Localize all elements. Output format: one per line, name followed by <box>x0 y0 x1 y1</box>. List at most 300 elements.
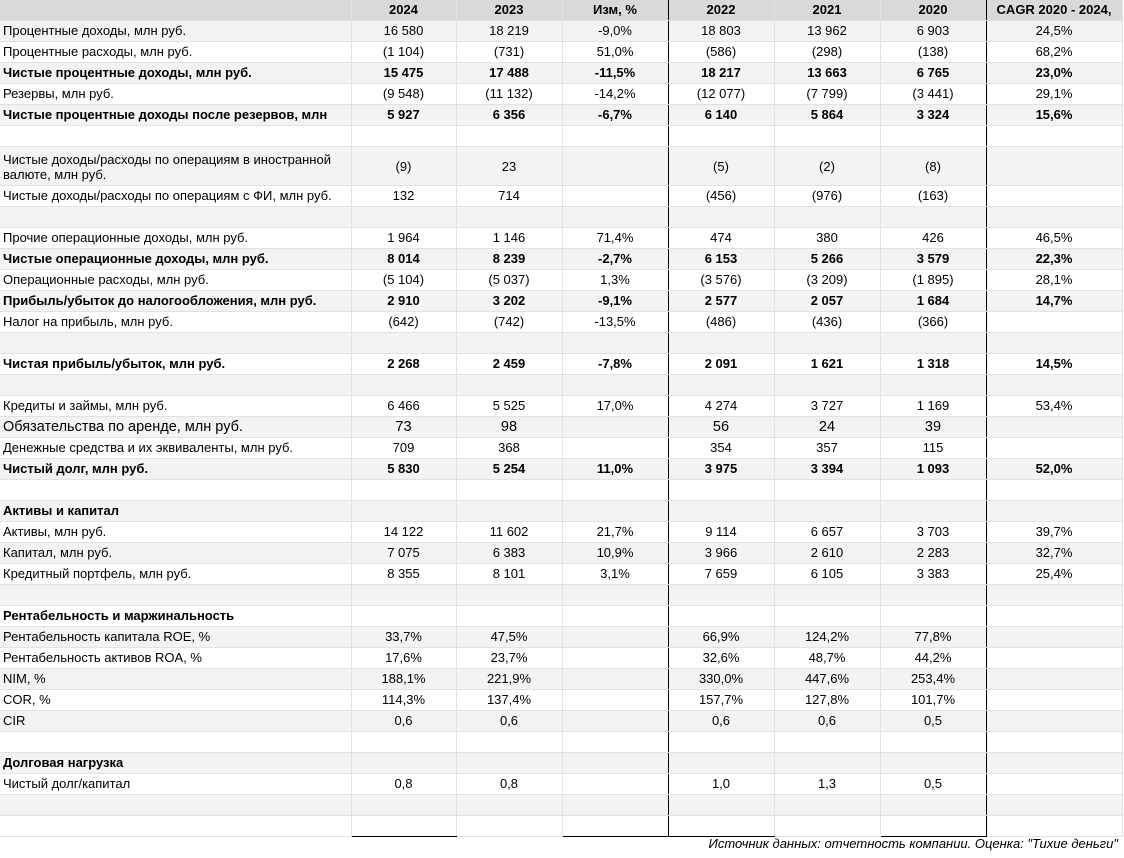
value-cell[interactable]: 8 101 <box>456 564 562 585</box>
value-cell[interactable] <box>880 501 986 522</box>
value-cell[interactable] <box>986 501 1122 522</box>
value-cell[interactable]: 8 014 <box>351 249 456 270</box>
row-label-cell[interactable]: Рентабельность активов ROA, % <box>0 648 351 669</box>
value-cell[interactable]: (163) <box>880 186 986 207</box>
header-cell[interactable]: 2021 <box>774 0 880 21</box>
value-cell[interactable] <box>456 606 562 627</box>
value-cell[interactable]: (138) <box>880 42 986 63</box>
value-cell[interactable]: 188,1% <box>351 669 456 690</box>
value-cell[interactable] <box>456 753 562 774</box>
value-cell[interactable]: 23 <box>456 147 562 186</box>
value-cell[interactable]: 66,9% <box>668 627 774 648</box>
value-cell[interactable]: 380 <box>774 228 880 249</box>
value-cell[interactable] <box>986 606 1122 627</box>
value-cell[interactable] <box>880 480 986 501</box>
value-cell[interactable] <box>668 501 774 522</box>
row-label-cell[interactable]: Процентные доходы, млн руб. <box>0 21 351 42</box>
row-label-cell[interactable] <box>0 816 351 837</box>
value-cell[interactable]: (1 895) <box>880 270 986 291</box>
value-cell[interactable] <box>562 627 668 648</box>
value-cell[interactable]: 17 488 <box>456 63 562 84</box>
value-cell[interactable]: 1 146 <box>456 228 562 249</box>
value-cell[interactable] <box>562 438 668 459</box>
value-cell[interactable]: 2 057 <box>774 291 880 312</box>
value-cell[interactable] <box>880 207 986 228</box>
row-label-cell[interactable] <box>0 126 351 147</box>
value-cell[interactable]: 3 202 <box>456 291 562 312</box>
value-cell[interactable]: 53,4% <box>986 396 1122 417</box>
value-cell[interactable]: 51,0% <box>562 42 668 63</box>
row-label-cell[interactable]: Резервы, млн руб. <box>0 84 351 105</box>
value-cell[interactable] <box>668 795 774 816</box>
value-cell[interactable] <box>351 795 456 816</box>
value-cell[interactable]: 3 975 <box>668 459 774 480</box>
row-label-cell[interactable]: Капитал, млн руб. <box>0 543 351 564</box>
value-cell[interactable] <box>880 333 986 354</box>
value-cell[interactable]: 0,5 <box>880 711 986 732</box>
value-cell[interactable]: (3 209) <box>774 270 880 291</box>
value-cell[interactable]: 24,5% <box>986 21 1122 42</box>
value-cell[interactable] <box>351 375 456 396</box>
row-label-cell[interactable] <box>0 480 351 501</box>
value-cell[interactable]: 10,9% <box>562 543 668 564</box>
row-label-cell[interactable]: Операционные расходы, млн руб. <box>0 270 351 291</box>
value-cell[interactable]: 56 <box>668 417 774 438</box>
value-cell[interactable]: (642) <box>351 312 456 333</box>
row-label-cell[interactable]: Чистый долг, млн руб. <box>0 459 351 480</box>
header-cell[interactable]: 2024 <box>351 0 456 21</box>
value-cell[interactable] <box>351 207 456 228</box>
value-cell[interactable] <box>562 753 668 774</box>
value-cell[interactable]: 132 <box>351 186 456 207</box>
header-cell[interactable]: CAGR 2020 - 2024, <box>986 0 1122 21</box>
value-cell[interactable] <box>562 669 668 690</box>
value-cell[interactable] <box>986 774 1122 795</box>
value-cell[interactable]: 115 <box>880 438 986 459</box>
value-cell[interactable]: 6 153 <box>668 249 774 270</box>
value-cell[interactable] <box>456 585 562 606</box>
value-cell[interactable]: (11 132) <box>456 84 562 105</box>
value-cell[interactable]: 6 105 <box>774 564 880 585</box>
header-cell[interactable]: 2022 <box>668 0 774 21</box>
value-cell[interactable]: -9,1% <box>562 291 668 312</box>
value-cell[interactable]: 8 239 <box>456 249 562 270</box>
value-cell[interactable] <box>880 816 986 837</box>
value-cell[interactable]: 17,6% <box>351 648 456 669</box>
value-cell[interactable]: 3 703 <box>880 522 986 543</box>
value-cell[interactable] <box>562 585 668 606</box>
value-cell[interactable] <box>774 207 880 228</box>
value-cell[interactable] <box>456 501 562 522</box>
value-cell[interactable]: 2 268 <box>351 354 456 375</box>
value-cell[interactable]: (5 104) <box>351 270 456 291</box>
value-cell[interactable] <box>880 753 986 774</box>
value-cell[interactable] <box>986 753 1122 774</box>
value-cell[interactable]: 7 075 <box>351 543 456 564</box>
value-cell[interactable]: 357 <box>774 438 880 459</box>
value-cell[interactable]: 68,2% <box>986 42 1122 63</box>
value-cell[interactable] <box>351 126 456 147</box>
value-cell[interactable]: 73 <box>351 417 456 438</box>
value-cell[interactable] <box>456 207 562 228</box>
value-cell[interactable]: 14 122 <box>351 522 456 543</box>
value-cell[interactable] <box>562 648 668 669</box>
value-cell[interactable] <box>351 816 456 837</box>
value-cell[interactable]: 7 659 <box>668 564 774 585</box>
value-cell[interactable] <box>986 795 1122 816</box>
value-cell[interactable] <box>668 816 774 837</box>
value-cell[interactable]: (3 441) <box>880 84 986 105</box>
value-cell[interactable] <box>562 816 668 837</box>
value-cell[interactable]: 17,0% <box>562 396 668 417</box>
header-cell[interactable]: 2023 <box>456 0 562 21</box>
value-cell[interactable] <box>986 585 1122 606</box>
value-cell[interactable]: 3 383 <box>880 564 986 585</box>
value-cell[interactable] <box>351 732 456 753</box>
value-cell[interactable] <box>880 585 986 606</box>
value-cell[interactable] <box>668 585 774 606</box>
value-cell[interactable] <box>351 333 456 354</box>
value-cell[interactable]: 11,0% <box>562 459 668 480</box>
row-label-cell[interactable]: Денежные средства и их эквиваленты, млн руб. <box>0 438 351 459</box>
value-cell[interactable]: 2 283 <box>880 543 986 564</box>
row-label-cell[interactable] <box>0 333 351 354</box>
row-label-cell[interactable]: Чистые операционные доходы, млн руб. <box>0 249 351 270</box>
value-cell[interactable]: (436) <box>774 312 880 333</box>
value-cell[interactable]: 25,4% <box>986 564 1122 585</box>
value-cell[interactable] <box>456 795 562 816</box>
value-cell[interactable]: (586) <box>668 42 774 63</box>
value-cell[interactable] <box>562 690 668 711</box>
row-label-cell[interactable]: Кредиты и займы, млн руб. <box>0 396 351 417</box>
value-cell[interactable]: 6 140 <box>668 105 774 126</box>
value-cell[interactable]: 5 927 <box>351 105 456 126</box>
value-cell[interactable]: 3 324 <box>880 105 986 126</box>
value-cell[interactable]: -2,7% <box>562 249 668 270</box>
value-cell[interactable] <box>562 126 668 147</box>
value-cell[interactable]: 124,2% <box>774 627 880 648</box>
value-cell[interactable]: 2 577 <box>668 291 774 312</box>
value-cell[interactable]: 0,5 <box>880 774 986 795</box>
value-cell[interactable]: 18 217 <box>668 63 774 84</box>
value-cell[interactable] <box>562 417 668 438</box>
value-cell[interactable] <box>774 375 880 396</box>
value-cell[interactable]: 0,6 <box>351 711 456 732</box>
value-cell[interactable]: (7 799) <box>774 84 880 105</box>
value-cell[interactable] <box>880 732 986 753</box>
value-cell[interactable] <box>986 816 1122 837</box>
value-cell[interactable]: 426 <box>880 228 986 249</box>
value-cell[interactable] <box>562 501 668 522</box>
value-cell[interactable] <box>774 606 880 627</box>
value-cell[interactable]: 6 383 <box>456 543 562 564</box>
value-cell[interactable]: 6 356 <box>456 105 562 126</box>
value-cell[interactable]: 354 <box>668 438 774 459</box>
value-cell[interactable]: 1 318 <box>880 354 986 375</box>
value-cell[interactable]: (8) <box>880 147 986 186</box>
value-cell[interactable]: 18 219 <box>456 21 562 42</box>
value-cell[interactable] <box>880 606 986 627</box>
value-cell[interactable]: 0,6 <box>456 711 562 732</box>
value-cell[interactable]: 15,6% <box>986 105 1122 126</box>
value-cell[interactable]: 32,6% <box>668 648 774 669</box>
value-cell[interactable] <box>986 207 1122 228</box>
value-cell[interactable] <box>774 753 880 774</box>
row-label-cell[interactable]: Налог на прибыль, млн руб. <box>0 312 351 333</box>
value-cell[interactable] <box>351 585 456 606</box>
value-cell[interactable] <box>986 417 1122 438</box>
value-cell[interactable] <box>668 333 774 354</box>
value-cell[interactable]: 0,8 <box>351 774 456 795</box>
value-cell[interactable] <box>562 147 668 186</box>
value-cell[interactable] <box>562 606 668 627</box>
value-cell[interactable] <box>986 669 1122 690</box>
value-cell[interactable] <box>986 711 1122 732</box>
value-cell[interactable]: (12 077) <box>668 84 774 105</box>
value-cell[interactable]: 15 475 <box>351 63 456 84</box>
row-label-cell[interactable]: Рентабельность капитала ROE, % <box>0 627 351 648</box>
value-cell[interactable] <box>774 480 880 501</box>
row-label-cell[interactable]: CIR <box>0 711 351 732</box>
value-cell[interactable] <box>880 795 986 816</box>
value-cell[interactable] <box>774 732 880 753</box>
value-cell[interactable]: 5 266 <box>774 249 880 270</box>
value-cell[interactable]: 221,9% <box>456 669 562 690</box>
value-cell[interactable] <box>668 480 774 501</box>
value-cell[interactable]: 253,4% <box>880 669 986 690</box>
value-cell[interactable] <box>668 207 774 228</box>
value-cell[interactable]: 3 966 <box>668 543 774 564</box>
row-label-cell[interactable]: Прибыль/убыток до налогообложения, млн руб. <box>0 291 351 312</box>
value-cell[interactable]: 4 274 <box>668 396 774 417</box>
value-cell[interactable] <box>986 648 1122 669</box>
header-cell-label[interactable] <box>0 0 351 21</box>
row-label-cell[interactable]: Обязательства по аренде, млн руб. <box>0 417 351 438</box>
row-label-cell[interactable]: Рентабельность и маржинальность <box>0 606 351 627</box>
value-cell[interactable]: 101,7% <box>880 690 986 711</box>
value-cell[interactable]: 0,8 <box>456 774 562 795</box>
value-cell[interactable] <box>562 795 668 816</box>
value-cell[interactable]: 5 864 <box>774 105 880 126</box>
value-cell[interactable]: 368 <box>456 438 562 459</box>
value-cell[interactable]: (976) <box>774 186 880 207</box>
value-cell[interactable]: 3,1% <box>562 564 668 585</box>
value-cell[interactable] <box>986 333 1122 354</box>
value-cell[interactable]: 1 684 <box>880 291 986 312</box>
value-cell[interactable]: 3 394 <box>774 459 880 480</box>
value-cell[interactable] <box>986 147 1122 186</box>
value-cell[interactable]: 77,8% <box>880 627 986 648</box>
value-cell[interactable]: 71,4% <box>562 228 668 249</box>
value-cell[interactable]: 23,7% <box>456 648 562 669</box>
value-cell[interactable] <box>562 732 668 753</box>
value-cell[interactable]: -9,0% <box>562 21 668 42</box>
value-cell[interactable] <box>668 126 774 147</box>
value-cell[interactable]: (5) <box>668 147 774 186</box>
value-cell[interactable] <box>986 690 1122 711</box>
value-cell[interactable] <box>456 816 562 837</box>
row-label-cell[interactable] <box>0 795 351 816</box>
value-cell[interactable]: 1 621 <box>774 354 880 375</box>
value-cell[interactable]: (1 104) <box>351 42 456 63</box>
value-cell[interactable]: 6 903 <box>880 21 986 42</box>
value-cell[interactable]: 18 803 <box>668 21 774 42</box>
value-cell[interactable]: 24 <box>774 417 880 438</box>
value-cell[interactable] <box>668 732 774 753</box>
value-cell[interactable] <box>986 312 1122 333</box>
value-cell[interactable]: (742) <box>456 312 562 333</box>
value-cell[interactable]: 330,0% <box>668 669 774 690</box>
value-cell[interactable]: 137,4% <box>456 690 562 711</box>
value-cell[interactable]: 44,2% <box>880 648 986 669</box>
row-label-cell[interactable]: Чистые процентные доходы, млн руб. <box>0 63 351 84</box>
value-cell[interactable] <box>774 795 880 816</box>
value-cell[interactable] <box>562 480 668 501</box>
value-cell[interactable]: 709 <box>351 438 456 459</box>
value-cell[interactable]: 47,5% <box>456 627 562 648</box>
value-cell[interactable] <box>986 627 1122 648</box>
value-cell[interactable]: (3 576) <box>668 270 774 291</box>
value-cell[interactable] <box>351 753 456 774</box>
value-cell[interactable] <box>986 375 1122 396</box>
value-cell[interactable]: -7,8% <box>562 354 668 375</box>
value-cell[interactable] <box>562 333 668 354</box>
value-cell[interactable]: 1 169 <box>880 396 986 417</box>
value-cell[interactable]: 98 <box>456 417 562 438</box>
value-cell[interactable]: 28,1% <box>986 270 1122 291</box>
value-cell[interactable]: 39,7% <box>986 522 1122 543</box>
value-cell[interactable]: (2) <box>774 147 880 186</box>
value-cell[interactable]: 52,0% <box>986 459 1122 480</box>
value-cell[interactable] <box>774 585 880 606</box>
value-cell[interactable]: -6,7% <box>562 105 668 126</box>
value-cell[interactable] <box>986 186 1122 207</box>
value-cell[interactable]: (5 037) <box>456 270 562 291</box>
value-cell[interactable] <box>351 480 456 501</box>
value-cell[interactable] <box>351 606 456 627</box>
value-cell[interactable]: 157,7% <box>668 690 774 711</box>
value-cell[interactable] <box>562 375 668 396</box>
value-cell[interactable]: 474 <box>668 228 774 249</box>
row-label-cell[interactable]: Чистые процентные доходы после резервов, млн <box>0 105 351 126</box>
value-cell[interactable]: 5 525 <box>456 396 562 417</box>
value-cell[interactable] <box>562 711 668 732</box>
value-cell[interactable] <box>562 186 668 207</box>
value-cell[interactable]: 5 254 <box>456 459 562 480</box>
value-cell[interactable] <box>456 375 562 396</box>
value-cell[interactable]: 5 830 <box>351 459 456 480</box>
value-cell[interactable] <box>456 732 562 753</box>
value-cell[interactable]: 16 580 <box>351 21 456 42</box>
value-cell[interactable]: 6 466 <box>351 396 456 417</box>
value-cell[interactable]: 0,6 <box>774 711 880 732</box>
value-cell[interactable]: 2 459 <box>456 354 562 375</box>
value-cell[interactable]: 39 <box>880 417 986 438</box>
value-cell[interactable]: 11 602 <box>456 522 562 543</box>
value-cell[interactable]: 23,0% <box>986 63 1122 84</box>
value-cell[interactable]: (731) <box>456 42 562 63</box>
row-label-cell[interactable]: Прочие операционные доходы, млн руб. <box>0 228 351 249</box>
value-cell[interactable] <box>774 816 880 837</box>
row-label-cell[interactable]: Активы, млн руб. <box>0 522 351 543</box>
row-label-cell[interactable] <box>0 207 351 228</box>
value-cell[interactable] <box>456 333 562 354</box>
value-cell[interactable]: 14,5% <box>986 354 1122 375</box>
value-cell[interactable]: (9) <box>351 147 456 186</box>
value-cell[interactable]: 21,7% <box>562 522 668 543</box>
value-cell[interactable]: 447,6% <box>774 669 880 690</box>
value-cell[interactable] <box>774 126 880 147</box>
header-cell[interactable]: 2020 <box>880 0 986 21</box>
value-cell[interactable]: 2 610 <box>774 543 880 564</box>
value-cell[interactable] <box>986 732 1122 753</box>
value-cell[interactable]: 6 657 <box>774 522 880 543</box>
value-cell[interactable] <box>351 501 456 522</box>
value-cell[interactable]: 1 093 <box>880 459 986 480</box>
value-cell[interactable]: 9 114 <box>668 522 774 543</box>
value-cell[interactable]: 46,5% <box>986 228 1122 249</box>
row-label-cell[interactable]: Долговая нагрузка <box>0 753 351 774</box>
value-cell[interactable]: 29,1% <box>986 84 1122 105</box>
value-cell[interactable]: 33,7% <box>351 627 456 648</box>
value-cell[interactable]: 48,7% <box>774 648 880 669</box>
value-cell[interactable]: 3 579 <box>880 249 986 270</box>
value-cell[interactable]: 14,7% <box>986 291 1122 312</box>
value-cell[interactable]: (456) <box>668 186 774 207</box>
value-cell[interactable]: 0,6 <box>668 711 774 732</box>
row-label-cell[interactable] <box>0 732 351 753</box>
value-cell[interactable]: 114,3% <box>351 690 456 711</box>
value-cell[interactable] <box>986 480 1122 501</box>
value-cell[interactable]: 1,0 <box>668 774 774 795</box>
value-cell[interactable]: (9 548) <box>351 84 456 105</box>
value-cell[interactable]: (366) <box>880 312 986 333</box>
value-cell[interactable] <box>880 126 986 147</box>
row-label-cell[interactable]: Процентные расходы, млн руб. <box>0 42 351 63</box>
value-cell[interactable]: 22,3% <box>986 249 1122 270</box>
row-label-cell[interactable]: Чистый долг/капитал <box>0 774 351 795</box>
value-cell[interactable] <box>774 501 880 522</box>
row-label-cell[interactable]: NIM, % <box>0 669 351 690</box>
value-cell[interactable]: 1,3% <box>562 270 668 291</box>
value-cell[interactable] <box>668 375 774 396</box>
value-cell[interactable]: 13 962 <box>774 21 880 42</box>
value-cell[interactable] <box>880 375 986 396</box>
value-cell[interactable]: 32,7% <box>986 543 1122 564</box>
value-cell[interactable] <box>986 126 1122 147</box>
value-cell[interactable]: (298) <box>774 42 880 63</box>
row-label-cell[interactable]: Чистые доходы/расходы по операциям с ФИ, млн руб. <box>0 186 351 207</box>
value-cell[interactable] <box>562 774 668 795</box>
value-cell[interactable] <box>456 126 562 147</box>
row-label-cell[interactable] <box>0 585 351 606</box>
header-cell[interactable]: Изм, % <box>562 0 668 21</box>
row-label-cell[interactable]: Чистые доходы/расходы по операциям в иностранной валюте, млн руб. <box>0 147 351 186</box>
value-cell[interactable] <box>668 753 774 774</box>
value-cell[interactable] <box>986 438 1122 459</box>
value-cell[interactable]: 714 <box>456 186 562 207</box>
row-label-cell[interactable]: COR, % <box>0 690 351 711</box>
value-cell[interactable] <box>562 207 668 228</box>
value-cell[interactable]: 3 727 <box>774 396 880 417</box>
value-cell[interactable]: -14,2% <box>562 84 668 105</box>
value-cell[interactable] <box>668 606 774 627</box>
value-cell[interactable]: 127,8% <box>774 690 880 711</box>
row-label-cell[interactable]: Кредитный портфель, млн руб. <box>0 564 351 585</box>
value-cell[interactable]: 8 355 <box>351 564 456 585</box>
value-cell[interactable]: 2 091 <box>668 354 774 375</box>
value-cell[interactable]: 1,3 <box>774 774 880 795</box>
